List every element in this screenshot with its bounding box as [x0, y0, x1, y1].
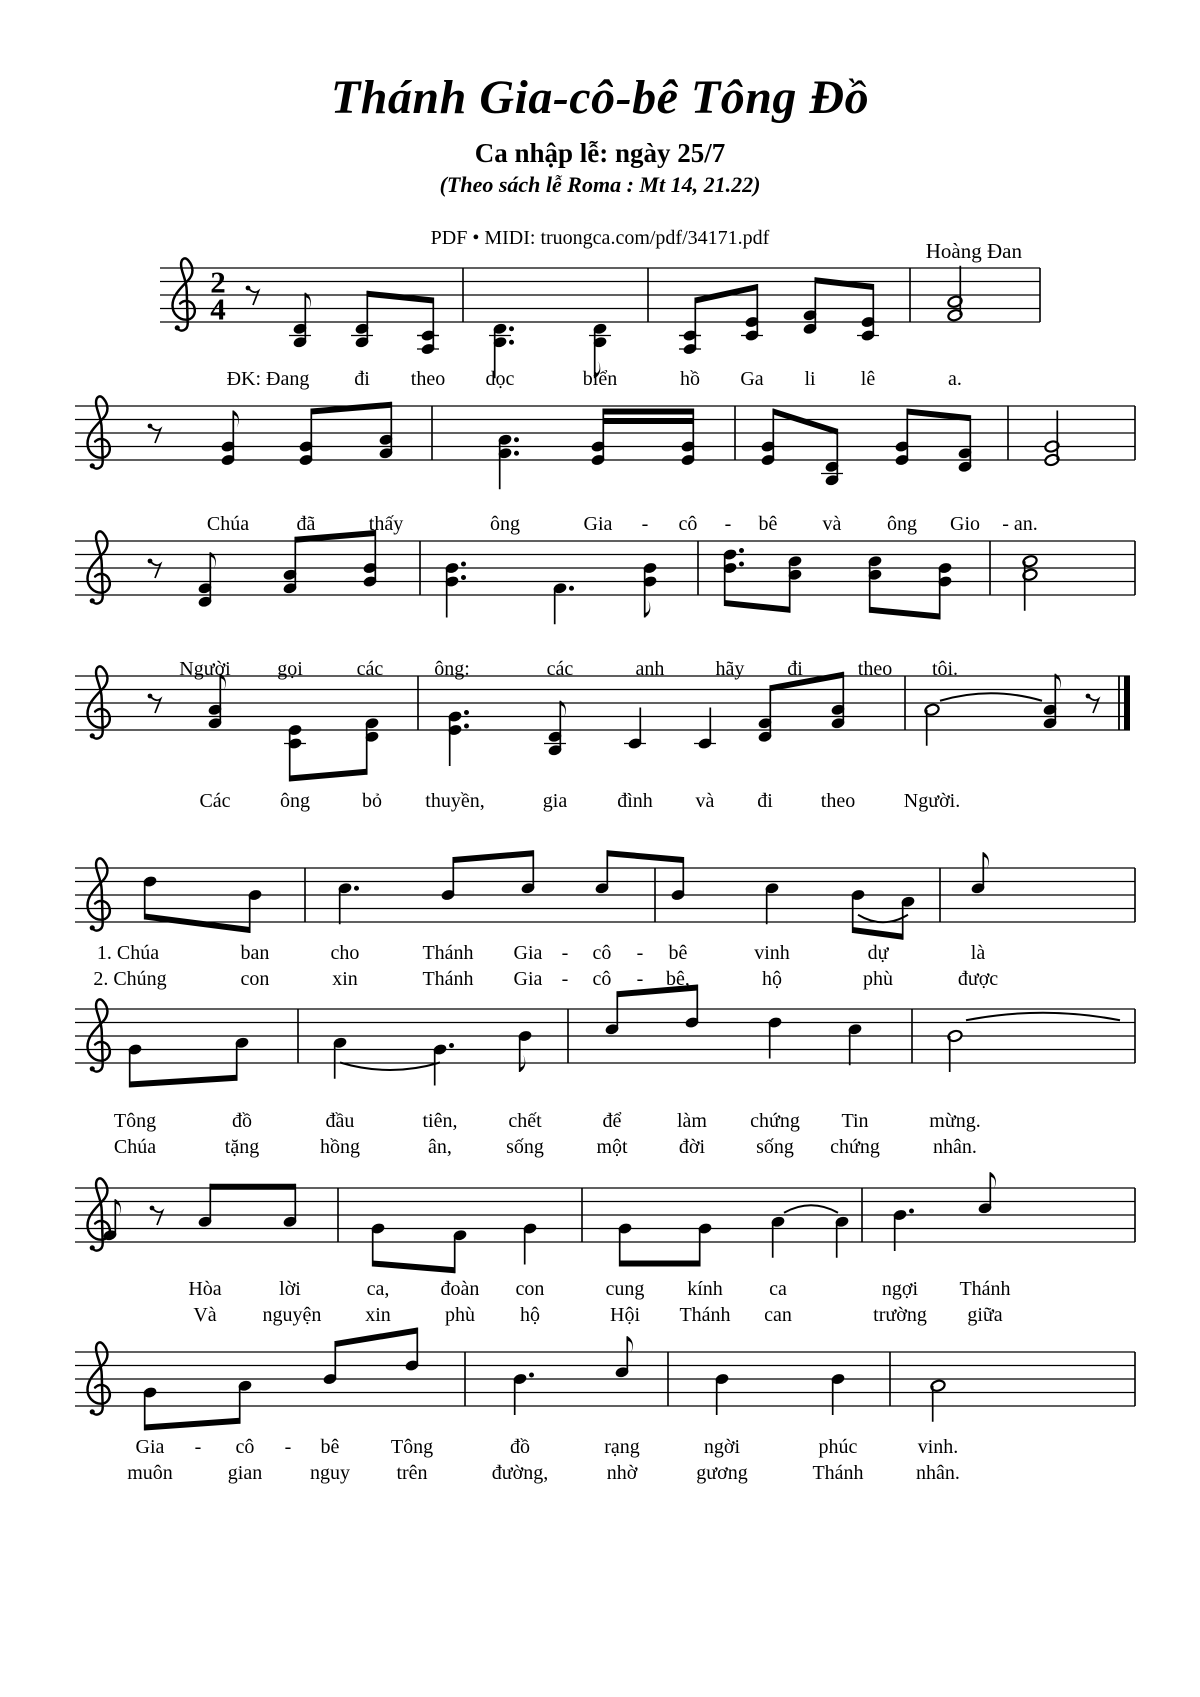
lyric-word: đầu — [325, 1110, 355, 1132]
lyric-word: Thánh — [422, 968, 474, 990]
note — [1022, 555, 1038, 611]
lyric-word: gọi — [277, 658, 303, 680]
lyric-word: - an. — [1002, 513, 1038, 535]
lyric-word: hộ — [520, 1304, 540, 1326]
lyric-word: ca, — [366, 1278, 390, 1300]
lyric-word: theo — [410, 368, 446, 390]
lyric-word: đi — [354, 368, 370, 390]
note — [497, 433, 519, 489]
note — [830, 672, 845, 730]
note — [378, 402, 393, 460]
augmentation-dot — [464, 724, 469, 729]
note — [617, 1222, 632, 1266]
augmentation-dot — [464, 710, 469, 715]
augmentation-dot — [449, 1043, 454, 1048]
lyric-word: tôi. — [931, 658, 959, 680]
staff-system-1 — [160, 258, 1040, 378]
lyric-word: Gia — [135, 1436, 165, 1458]
note — [604, 991, 619, 1035]
note — [694, 708, 716, 750]
beam — [853, 927, 903, 940]
beam — [145, 914, 250, 934]
note — [207, 674, 226, 730]
beam — [773, 409, 837, 435]
note — [937, 562, 952, 620]
note — [237, 1379, 252, 1423]
lyric-word: chứng — [830, 1136, 880, 1158]
augmentation-dot — [354, 886, 359, 891]
lyric-word: ĐK: Đang — [226, 368, 310, 390]
lyric-word: và — [822, 513, 842, 535]
note — [977, 1172, 996, 1214]
augmentation-dot — [461, 562, 466, 567]
note — [924, 703, 940, 746]
note — [282, 1184, 297, 1228]
note — [1042, 674, 1061, 730]
beam — [815, 277, 873, 290]
lyric-word: tặng — [224, 1136, 260, 1158]
lyric-word: Tông — [390, 1436, 434, 1458]
lyric-word: lê — [860, 368, 876, 390]
lyric-word: trường — [873, 1304, 927, 1326]
beam — [620, 1261, 700, 1267]
lyric-word: cô — [592, 942, 612, 964]
note — [867, 555, 882, 613]
note — [947, 266, 963, 322]
beam — [603, 418, 693, 424]
lyric-word: - — [194, 1436, 202, 1458]
lyric-word: chết — [508, 1110, 542, 1132]
note — [614, 1336, 633, 1378]
lyric-word: các — [546, 658, 574, 680]
svg-text:2: 2 — [210, 264, 226, 300]
lyric-word: Tông — [113, 1110, 157, 1132]
lyric-word: Thánh — [679, 1304, 731, 1326]
lyric-word: cô — [235, 1436, 255, 1458]
lyric-word: nhân. — [916, 1462, 960, 1484]
lyric-word: Người — [179, 658, 231, 680]
lyric-word: hãy — [715, 658, 745, 680]
lyric-word: làm — [677, 1110, 707, 1132]
note — [697, 1222, 712, 1266]
note — [714, 1373, 729, 1415]
lyric-word: để — [602, 1110, 622, 1132]
lyric-word: hồng — [320, 1136, 360, 1158]
note — [624, 708, 646, 750]
lyric-word: bê — [668, 942, 688, 964]
staff-system-8 — [75, 1328, 1135, 1431]
lyric-word: ban — [240, 942, 270, 964]
lyric-word: gian — [227, 1462, 263, 1484]
lyric-word: chứng — [750, 1110, 800, 1132]
lyric-word: gia — [542, 790, 568, 812]
lyric-word: lời — [279, 1278, 301, 1300]
lyric-word: phù — [445, 1304, 475, 1326]
augmentation-dot — [509, 326, 514, 331]
note — [830, 1373, 845, 1415]
lyric-word: mừng. — [929, 1110, 981, 1132]
note — [332, 1036, 347, 1078]
lyric-word: muôn — [127, 1462, 173, 1484]
note — [452, 1229, 467, 1273]
lyric-word: Thánh — [959, 1278, 1011, 1300]
lyric-word: dự — [867, 942, 889, 964]
note — [680, 409, 695, 467]
beam — [695, 284, 757, 304]
lyric-word: cho — [330, 942, 360, 964]
beam — [335, 1328, 417, 1348]
lyric-word: ngời — [703, 1436, 741, 1458]
note — [234, 1036, 249, 1080]
lyric-word: phúc — [818, 1436, 858, 1458]
note — [894, 409, 909, 467]
tie — [784, 1205, 838, 1213]
lyric-word: hộ — [762, 968, 782, 990]
lyric-word: sống — [506, 1136, 544, 1158]
note — [642, 562, 657, 618]
note — [417, 298, 439, 356]
augmentation-dot — [569, 586, 574, 591]
note — [760, 409, 775, 467]
lyric-word: gương — [696, 1462, 748, 1484]
lyric-word: Gio — [950, 513, 980, 535]
lyric-word: đời — [678, 1136, 706, 1158]
lyric-word: nhờ — [606, 1462, 638, 1484]
note — [444, 562, 466, 618]
lyric-word: - — [284, 1436, 292, 1458]
note — [522, 1222, 537, 1264]
lyric-word: - — [636, 968, 644, 990]
lyric-word: bê, — [666, 968, 690, 990]
lyric-word: nhân. — [933, 1136, 977, 1158]
lyric-word: đoàn — [440, 1278, 480, 1300]
time-signature — [210, 265, 226, 327]
lyric-word: - — [561, 942, 569, 964]
note — [447, 710, 469, 766]
beam — [607, 850, 683, 863]
note — [802, 277, 817, 335]
song-subtitle: Ca nhập lễ: ngày 25/7 — [474, 138, 726, 168]
note — [947, 1029, 963, 1072]
lyric-word: trên — [396, 1462, 428, 1484]
lyric-word: ông: — [434, 658, 470, 680]
beam — [453, 850, 533, 863]
lyric-word: con — [240, 968, 270, 990]
staff-system-7 — [75, 1172, 1135, 1273]
lyric-word: nguyện — [262, 1304, 322, 1326]
note — [857, 284, 879, 342]
augmentation-dot — [461, 575, 466, 580]
note — [767, 1016, 782, 1058]
lyric-word: theo — [857, 658, 893, 680]
lyric-word: 1. Chúa — [96, 942, 160, 964]
beam — [603, 409, 693, 415]
lyric-word: đã — [296, 513, 316, 535]
note — [930, 1379, 946, 1422]
beam — [145, 1418, 240, 1431]
composer-name: Hoàng Đan — [925, 239, 1022, 263]
lyric-word: con — [515, 1278, 545, 1300]
note — [552, 582, 574, 624]
tie — [966, 1013, 1120, 1021]
lyric-word: bê — [320, 1436, 340, 1458]
augmentation-dot — [739, 548, 744, 553]
note — [127, 1043, 142, 1087]
note — [282, 537, 297, 595]
note — [440, 857, 455, 901]
lyric-word: đường, — [491, 1462, 549, 1484]
lyric-word: tiên, — [422, 1110, 458, 1132]
lyric-word: cô — [592, 968, 612, 990]
note — [197, 1184, 212, 1228]
lyric-word: phù — [863, 968, 893, 990]
lyric-word: ông — [887, 513, 917, 535]
note — [517, 1030, 532, 1072]
beam — [130, 1075, 237, 1088]
lyric-word: ca — [769, 1278, 787, 1300]
lyric-word: và — [695, 790, 715, 812]
beam — [770, 672, 843, 692]
note — [322, 1341, 337, 1385]
note — [247, 889, 262, 933]
note — [847, 1023, 862, 1065]
lyric-word: dọc — [485, 368, 515, 390]
lyric-word: bê — [758, 513, 778, 535]
lyric-word: là — [970, 942, 986, 964]
lyric-word: cô — [678, 513, 698, 535]
lyric-word: đồ — [510, 1436, 530, 1458]
lyric-word: Gia — [583, 513, 613, 535]
lyric-word: thuyền, — [425, 790, 485, 812]
lyric-word: đi — [787, 658, 803, 680]
lyric-word: Và — [193, 1304, 217, 1326]
pdf-midi-link[interactable]: PDF • MIDI: truongca.com/pdf/34171.pdf — [430, 227, 770, 249]
note — [594, 850, 609, 894]
lyric-word: ông — [280, 790, 310, 812]
lyric-word: Hội — [610, 1304, 640, 1326]
note — [757, 685, 772, 743]
lyric-word: đình — [617, 790, 653, 812]
augmentation-dot — [514, 437, 519, 442]
lyric-word: Thánh — [812, 1462, 864, 1484]
staff-system-2 — [75, 396, 1135, 489]
lyric-word: xin — [332, 968, 358, 990]
lyric-word: - — [636, 942, 644, 964]
note — [102, 1199, 121, 1241]
note — [957, 415, 972, 473]
lyric-word: đồ — [232, 1110, 252, 1132]
note — [900, 895, 915, 939]
note — [197, 552, 216, 608]
note — [142, 875, 157, 919]
lyric-word: các — [356, 658, 384, 680]
note — [764, 882, 779, 924]
lyric-word: theo — [820, 790, 856, 812]
lyric-word: vinh. — [917, 1436, 959, 1458]
lyric-word: sống — [756, 1136, 794, 1158]
lyric-word: một — [596, 1136, 628, 1158]
beam — [373, 1261, 455, 1274]
lyric-word: Gia — [513, 942, 543, 964]
lyric-word: vinh — [754, 942, 790, 964]
staff-system-4 — [75, 666, 1130, 781]
lyric-word: Chúa — [206, 513, 250, 535]
source-reference: (Theo sách lễ Roma : Mt 14, 21.22) — [439, 172, 761, 197]
lyric-word: ông — [490, 513, 520, 535]
note — [850, 889, 865, 933]
lyric-word: Thánh — [422, 942, 474, 964]
lyric-word: ân, — [428, 1136, 452, 1158]
lyric-word: - — [641, 513, 649, 535]
tie — [858, 915, 908, 923]
lyric-word: Ga — [740, 368, 764, 390]
lyric-word: Hòa — [188, 1278, 222, 1300]
note — [351, 291, 373, 349]
note — [970, 852, 989, 894]
note — [284, 724, 306, 782]
note — [787, 555, 802, 613]
beam — [367, 291, 433, 304]
staff-system-6 — [75, 985, 1135, 1088]
lyric-word: can — [764, 1304, 792, 1326]
lyric-word: xin — [365, 1304, 391, 1326]
lyric-word: hồ — [680, 368, 700, 390]
augmentation-dot — [739, 562, 744, 567]
lyric-word: li — [804, 368, 816, 390]
lyric-word: được — [957, 968, 999, 990]
note — [298, 409, 313, 467]
beam — [311, 402, 391, 415]
note — [590, 409, 605, 467]
lyric-word: rạng — [604, 1436, 640, 1458]
final-barline-thick — [1124, 676, 1130, 730]
staff-system-3 — [75, 530, 1135, 624]
lyric-word: anh — [635, 658, 665, 680]
note — [337, 882, 359, 924]
song-title: Thánh Gia-cô-bê Tông Đồ — [330, 71, 870, 124]
note — [679, 298, 701, 356]
note — [364, 717, 379, 775]
note — [670, 857, 685, 901]
augmentation-dot — [529, 1373, 534, 1378]
lyric-word: kính — [687, 1278, 723, 1300]
staff-system-5 — [75, 850, 1135, 940]
lyric-word: giữa — [967, 1304, 1003, 1326]
augmentation-dot — [514, 451, 519, 456]
note — [770, 1215, 785, 1257]
beam — [725, 600, 790, 613]
lyric-word: a. — [948, 368, 962, 390]
lyric-word: 2. Chúng — [93, 968, 167, 990]
note — [362, 530, 377, 588]
note — [289, 293, 311, 349]
lyric-word: thấy — [368, 513, 404, 535]
lyric-word: Người. — [903, 790, 961, 812]
lyric-word: Các — [199, 790, 231, 812]
augmentation-dot — [509, 340, 514, 345]
svg-text:4: 4 — [210, 291, 226, 327]
beam — [290, 769, 367, 782]
lyric-word: biển — [582, 368, 618, 390]
note — [544, 701, 566, 757]
beam — [870, 607, 940, 620]
lyric-word: Tin — [841, 1110, 869, 1132]
note — [722, 548, 744, 606]
lyric-word: - — [561, 968, 569, 990]
lyric-word: nguy — [310, 1462, 350, 1484]
lyric-word: bỏ — [362, 790, 382, 812]
lyric-word: Chúa — [113, 1136, 157, 1158]
note — [821, 429, 843, 487]
tie — [940, 693, 1042, 701]
lyric-word: cung — [605, 1278, 645, 1300]
beam — [210, 1184, 295, 1190]
lyric-word: đi — [757, 790, 773, 812]
lyric-word: Gia — [513, 968, 543, 990]
augmentation-dot — [909, 1209, 914, 1214]
lyric-word: - — [724, 513, 732, 535]
note — [834, 1215, 849, 1257]
lyric-word: ngợi — [881, 1278, 919, 1300]
note — [370, 1222, 385, 1266]
